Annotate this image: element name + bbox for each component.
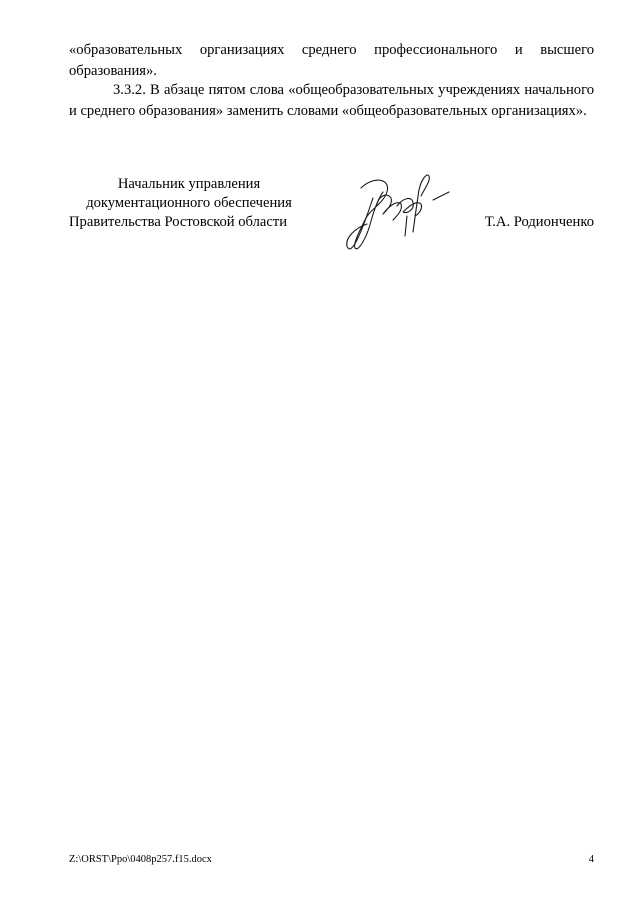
signatory-name: Т.А. Родионченко bbox=[484, 214, 594, 230]
signatory-title-line: Начальник управления bbox=[117, 176, 261, 192]
signatory-title bbox=[69, 175, 309, 232]
handwritten-signature bbox=[343, 170, 453, 255]
paragraph-continuation: «образовательных организациях среднего профессионального и высшего образования». bbox=[69, 42, 594, 79]
page-number: 4 bbox=[588, 854, 594, 865]
signatory-title-line: Правительства Ростовской области bbox=[69, 214, 288, 230]
signatory-title-line: документационного обеспечения bbox=[86, 195, 292, 211]
footer-file-path: Z:\ORST\Ppo\0408p257.f15.docx bbox=[69, 854, 212, 865]
paragraph-amendment: 3.3.2. В абзаце пятом слова «общеобразовательных учреждениях начального и среднего образования» заменить словами «общеобразовательных организациях». bbox=[69, 82, 594, 119]
